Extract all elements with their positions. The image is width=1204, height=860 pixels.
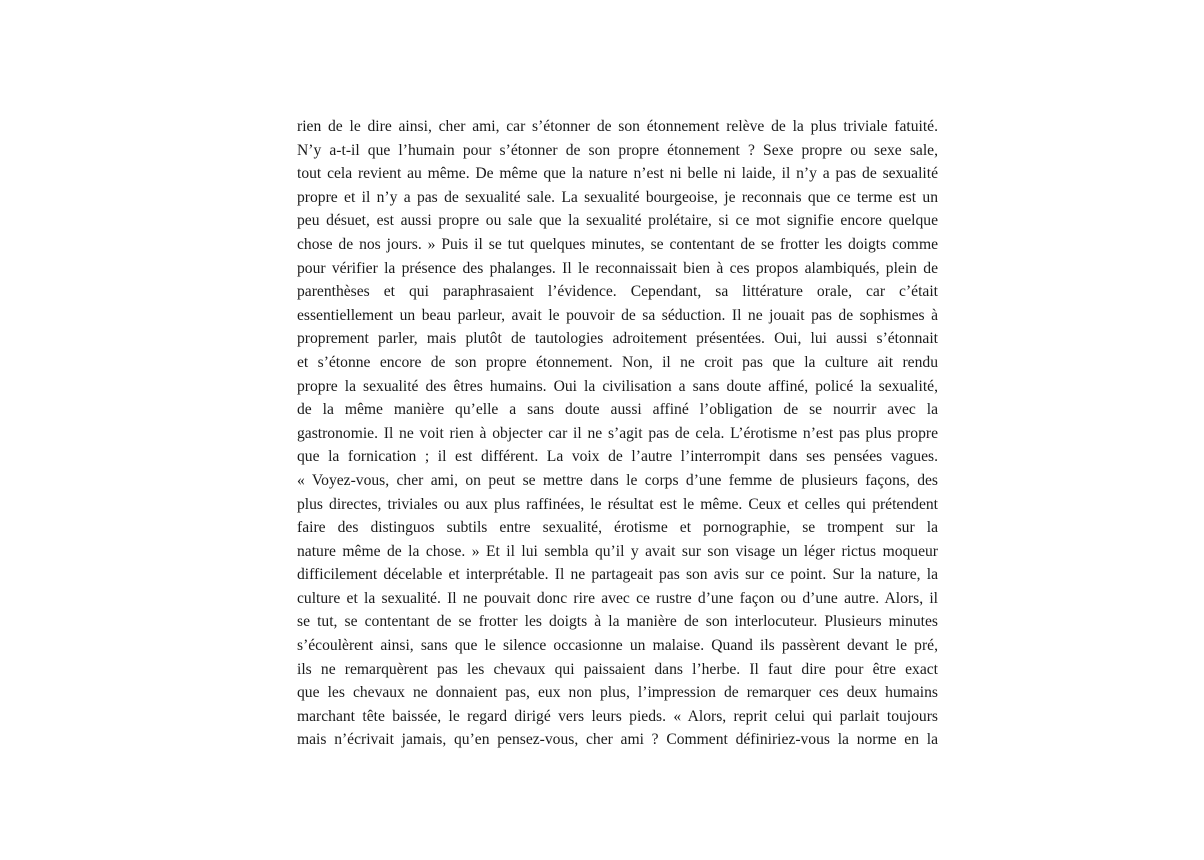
text-line: s’écoulèrent ainsi, sans que le silence occasionne un malaise. Quand ils passèrent devant le pré, [297,637,938,655]
text-line: rien de le dire ainsi, cher ami, car s’étonner de son étonnement relève de la plus triviale fatuité. [297,118,938,135]
text-line: proprement parler, mais plutôt de tautologies adroitement présentées. Oui, lui aussi s’étonnait [297,330,938,348]
text-line: essentiellement un beau parleur, avait le pouvoir de sa séduction. Il ne jouait pas de sophismes à [297,306,938,324]
text-line: se tut, se contentant de se frotter les doigts à la manière de son interlocuteur. Plusieurs minutes [297,613,938,631]
text-line: propre la sexualité des êtres humains. Oui la civilisation a sans doute affiné, policé la sexualité, [297,377,938,395]
text-line: ils ne remarquèrent pas les chevaux qui paissaient dans l’herbe. Il faut dire pour être exact [297,660,938,678]
text-line: parenthèses et qui paraphrasaient l’évidence. Cependant, sa littérature orale, car c’était [297,283,938,301]
text-line: nature même de la chose. » Et il lui sembla qu’il y avait sur son visage un léger rictus moqueur [297,542,938,560]
text-line: gastronomie. Il ne voit rien à objecter car il ne s’agit pas de cela. L’érotisme n’est pas plus propre [297,424,938,442]
text-line: mais n’écrivait jamais, qu’en pensez-vous, cher ami ? Comment définiriez-vous la norme en la [297,731,938,749]
text-line: « Voyez-vous, cher ami, on peut se mettre dans le corps d’une femme de plusieurs façons, des [297,471,938,489]
text-line: de la même manière qu’elle a sans doute aussi affiné l’obligation de se nourrir avec la [297,401,938,419]
text-line: plus directes, triviales ou aux plus raffinées, le résultat est le même. Ceux et celles qui prétendent [297,495,938,513]
text-line: propre et il n’y a pas de sexualité sale. La sexualité bourgeoise, je reconnais que ce terme est un [297,188,938,206]
text-line: difficilement décelable et interprétable. Il ne partageait pas son avis sur ce point. Sur la nature, la [297,566,938,584]
text-line: culture et la sexualité. Il ne pouvait donc rire avec ce rustre d’une façon ou d’une autre. Alors, il [297,589,938,607]
text-line: pour vérifier la présence des phalanges. Il le reconnaissait bien à ces propos alambiqués, plein de [297,259,938,277]
text-line: que la fornication ; il est différent. La voix de l’autre l’interrompit dans ses pensées vagues. [297,448,938,466]
text-line: faire des distinguos subtils entre sexualité, érotisme et pornographie, se trompent sur la [297,519,938,537]
text-line: N’y a-t-il que l’humain pour s’étonner de son propre étonnement ? Sexe propre ou sexe sale, [297,141,938,159]
body-text [297,115,938,752]
text-line: peu désuet, est aussi propre ou sale que la sexualité prolétaire, si ce mot signifie encore quelque [297,212,938,230]
text-line: que les chevaux ne donnaient pas, eux non plus, l’impression de remarquer ces deux humains [297,684,938,702]
text-line: marchant tête baissée, le regard dirigé vers leurs pieds. « Alors, reprit celui qui parlait toujours [297,707,938,725]
text-line: chose de nos jours. » Puis il se tut quelques minutes, se contentant de se frotter les doigts comme [297,235,938,253]
text-line: tout cela revient au même. De même que la nature n’est ni belle ni laide, il n’y a pas de sexualité [297,165,938,183]
text-line: et s’étonne encore de son propre étonnement. Non, il ne croit pas que la culture ait rendu [297,353,938,371]
